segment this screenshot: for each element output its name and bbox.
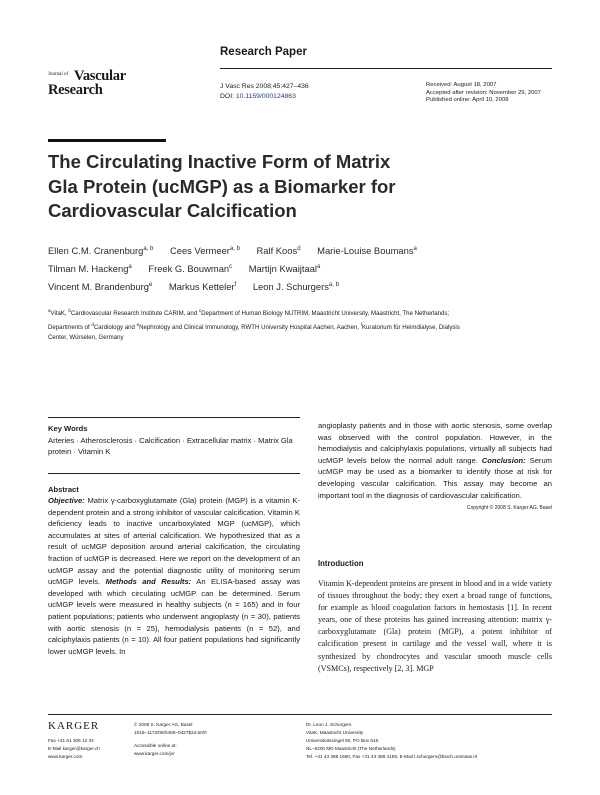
title-line: Gla Protein (ucMGP) as a Biomarker for xyxy=(48,175,396,197)
author: Freek G. Bouwman$^c$ xyxy=(148,263,233,275)
introduction-heading: Introduction xyxy=(318,559,364,568)
methods-label: Methods and Results: xyxy=(100,577,192,587)
conclusion-label: Conclusion: xyxy=(477,455,526,465)
publisher-contact: Fax +41 61 306 12 34 E-Mail karger@karger.ch www.karger.com xyxy=(48,738,100,759)
author-line xyxy=(48,277,558,295)
affiliations: $^a$VitaK, $^b$Cardiovascular Research Institute CARIM, and $^c$Department of Human Biology NUTRIM, Maastricht University, Maastricht, The Netherlands; Departments of $^d$Cardiology and $^e$Nephrology and Clinical Immunology, RWTH University Hospital Aachen, Aachen, $^f$Kuratorium für Heimdialyse, Dialysis Center, Würselen, Germany xyxy=(48,308,460,342)
author: Tilman M. Hackeng$^a$ xyxy=(48,263,132,275)
abstract-continued xyxy=(318,420,552,515)
title-line: The Circulating Inactive Form of Matrix xyxy=(48,151,391,172)
online-link[interactable]: www.karger.com/jvr xyxy=(134,751,175,756)
citation: J Vasc Res 2008;45:427–436 xyxy=(220,83,309,90)
keywords-text: Arteries · Atherosclerosis · Calcification · Extracellular matrix · Matrix Gla protein · Vitamin K xyxy=(48,436,293,456)
author: Marie-Louise Boumans$^a$ xyxy=(317,245,417,257)
objective-text: Matrix γ-carboxyglutamate (Gla) protein (MGP) is a vitamin K-dependent protein and a strong inhibitor of vascular calcification. Vitamin K deficiency leads to inactive uncarboxylated MGP (ucMGP), which accumulates at sites of arterial calcification. We hypothesized that as a result of ucMGP deposition around arterial calcification, the circulating fraction of ucMGP is decreased. Here we report on the development of an ucMGP assay and the potential diagnostic utility of monitoring serum ucMGP levels. xyxy=(48,496,300,587)
author: Markus Ketteler$^f$ xyxy=(168,281,237,293)
author-line xyxy=(48,241,558,259)
author: Martijn Kwaijtaal$^a$ xyxy=(248,263,321,275)
author: Ellen C.M. Cranenburg$^{a, b}$ xyxy=(48,245,154,257)
author-list xyxy=(48,241,558,295)
published-date: Published online: April 10, 2008 xyxy=(426,97,509,104)
abstract-rule xyxy=(48,473,300,474)
objective-label: Objective: xyxy=(48,496,85,505)
publisher-logo: KARGER xyxy=(48,720,100,732)
copyright-line: Copyright © 2008 S. Karger AG, Basel xyxy=(466,505,552,512)
journal-logo xyxy=(48,70,158,100)
abstract-body xyxy=(48,495,300,657)
journal-logo-line1: Vascular xyxy=(74,68,126,84)
abstract-heading: Abstract xyxy=(48,485,79,494)
publisher-info: © 2008 S. Karger AG, Basel 1018–1172/08/0455–0427$24.50/0 xyxy=(134,722,207,735)
doi xyxy=(220,92,309,102)
keywords-rule xyxy=(48,417,300,418)
author: Vincent M. Brandenburg$^e$ xyxy=(48,281,153,293)
online-access: Accessible online at: www.karger.com/jvr xyxy=(134,743,177,756)
author: Ralf Koos$^d$ xyxy=(256,245,301,257)
abstract-right-text: angioplasty patients and in those with aortic stenosis, some overlap was observed with the control population. However, in the hemodialysis and calciphylaxis populations, virtually all subjects had ucMGP levels below the normal adult range. xyxy=(318,421,552,465)
author-line xyxy=(48,259,558,277)
author: Cees Vermeer$^{a, b}$ xyxy=(169,245,240,257)
keywords-heading: Key Words xyxy=(48,424,88,433)
journal-logo-small: Journal of xyxy=(48,72,69,77)
citation-block xyxy=(220,82,309,102)
article-title xyxy=(48,150,528,224)
title-rule xyxy=(48,139,166,142)
journal-logo-line2: Research xyxy=(48,82,103,98)
author: Leon J. Schurgers$^{a, b}$ xyxy=(252,281,339,293)
footer-rule xyxy=(48,714,552,715)
introduction-text: Vitamin K-dependent proteins are present in blood and in a wide variety of tissues throughout the body; they exert a broad range of functions, for example as blood coagulation factors in hemostasis [1]. In recent years, one of these proteins has gained increasing attention: matrix γ-carboxyglutamate (Gla) protein (MGP), a potent inhibitor of calcification present in cartilage and the vessel wall, where it is synthesized by chondrocytes and vascular smooth muscle cells (VSMCs), respectively [2, 3]. MGP xyxy=(318,579,552,673)
conclusion-text: Serum ucMGP may be used as a biomarker to identify those at risk for developing vascular calcification. This assay may become an important tool in the diagnosis of cardiovascular calcification. xyxy=(318,455,552,500)
doi-prefix: DOI: xyxy=(220,93,236,100)
dates-block xyxy=(426,82,541,105)
doi-link[interactable]: 10.1159/000124863 xyxy=(235,93,296,100)
section-label: Research Paper xyxy=(220,46,307,58)
methods-text: An ELISA-based assay was developed with which circulating ucMGP can be determined. Serum ucMGP levels were measured in healthy subjects (n = 165) and in four patient populations; patients who underwent angioplasty (n = 30), patients with aortic stenosis (n = 25), hemodialysis patients (n = 52), and calciphylaxis patients (n = 10). All four patient populations had significantly lower ucMGP levels. In xyxy=(48,577,300,656)
accepted-date: Accepted after revision: November 29, 2007 xyxy=(426,89,541,96)
header-rule xyxy=(220,68,552,69)
correspondence-address: Dr. Leon J. Schurgers VitaK, Maastricht University Universiteitssingel 50, PO Box 616 NL–6200 MD Maastricht (The Netherlands) Tel. +31 43 388 1680, Fax +31 43 388 4159, E-Mail l.schurgers@bioch.unimaas.nl xyxy=(306,722,478,759)
received-date: Received: August 18, 2007 xyxy=(426,82,497,88)
title-line: Cardiovascular Calcification xyxy=(48,200,297,221)
